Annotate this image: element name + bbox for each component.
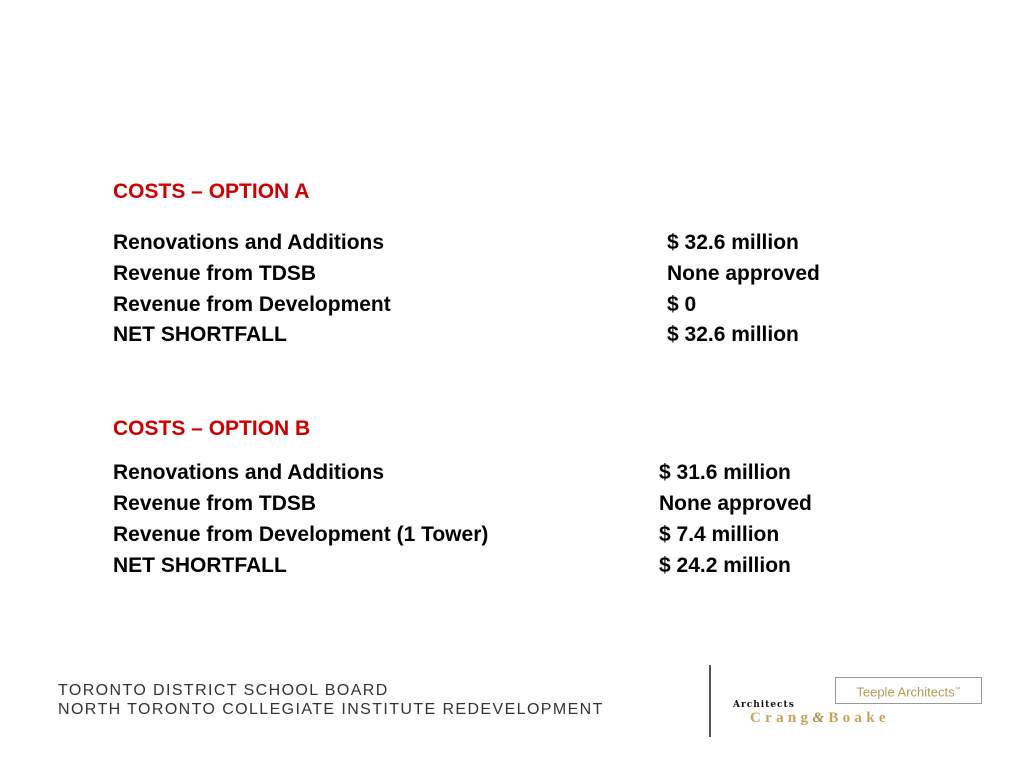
row-value: $ 32.6 million xyxy=(667,231,799,254)
row-label: NET SHORTFALL xyxy=(113,554,287,577)
footer-organization: TORONTO DISTRICT SCHOOL BOARD xyxy=(58,682,389,699)
row-label: Revenue from TDSB xyxy=(113,262,317,285)
row-label: Revenue from Development (1 Tower) xyxy=(113,523,489,546)
option-b-heading: COSTS – OPTION B xyxy=(113,417,311,440)
option-a-heading: COSTS – OPTION A xyxy=(113,180,310,203)
row-label: Revenue from TDSB xyxy=(113,492,317,515)
row-value: $ 32.6 million xyxy=(667,323,799,346)
row-label: Revenue from Development xyxy=(113,293,391,316)
crang-boake-logo xyxy=(750,710,890,727)
row-label: NET SHORTFALL xyxy=(113,323,287,346)
row-value: $ 24.2 million xyxy=(659,554,791,577)
teeple-architects-logo xyxy=(835,677,982,704)
crang-boake-architects-label: Architects xyxy=(733,700,795,710)
teeple-logo-text: Teeple Architects xyxy=(856,684,955,700)
boake-logo-text: Boake xyxy=(828,710,890,726)
trademark-mark: ™ xyxy=(954,687,961,693)
row-label: Renovations and Additions xyxy=(113,461,385,484)
row-value: $ 7.4 million xyxy=(659,523,780,546)
footer-divider xyxy=(709,665,711,737)
ampersand: & xyxy=(812,710,829,726)
row-value: None approved xyxy=(659,492,812,515)
footer-project-title: NORTH TORONTO COLLEGIATE INSTITUTE REDEVELOPMENT xyxy=(58,701,604,718)
crang-logo-text: Crang xyxy=(750,710,813,726)
row-label: Renovations and Additions xyxy=(113,231,385,254)
row-value: $ 0 xyxy=(667,293,697,316)
row-value: $ 31.6 million xyxy=(659,461,791,484)
row-value: None approved xyxy=(667,262,820,285)
